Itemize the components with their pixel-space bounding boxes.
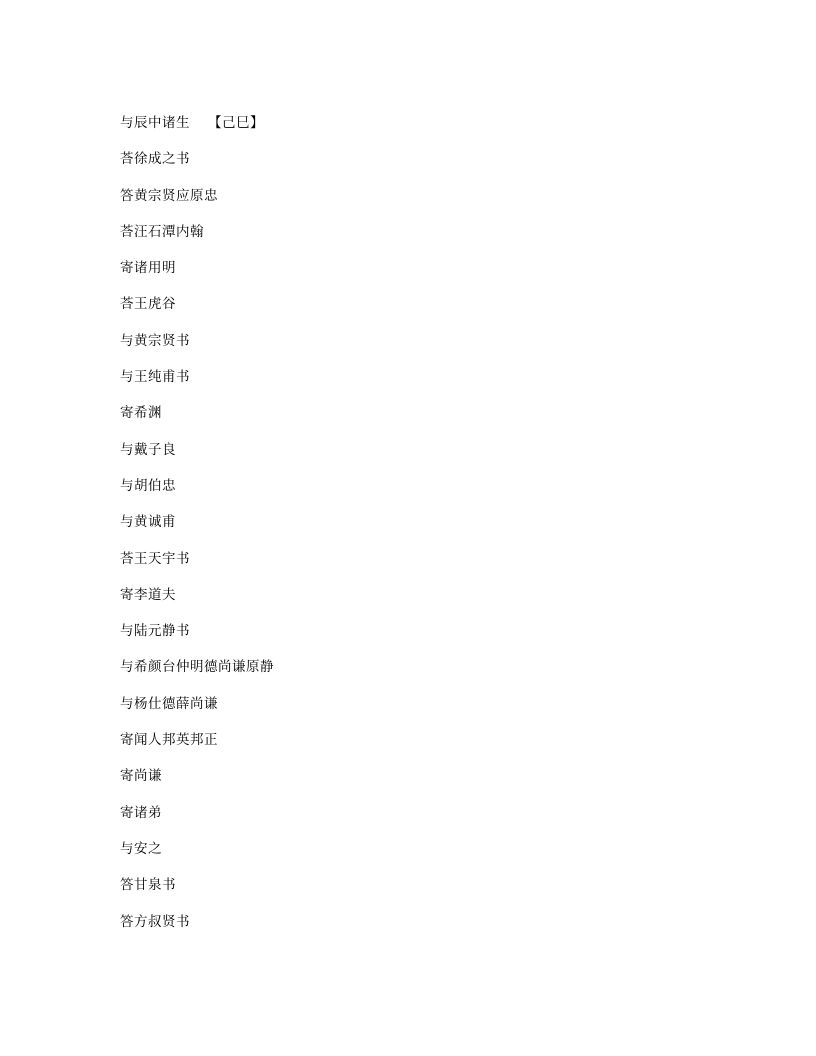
entry-title: 寄李道夫 bbox=[120, 586, 176, 603]
entry-title: 答黄宗贤应原忠 bbox=[120, 187, 218, 204]
list-item bbox=[120, 621, 274, 657]
list-item bbox=[120, 149, 274, 185]
list-item bbox=[120, 803, 274, 839]
list-item bbox=[120, 113, 274, 149]
list-item bbox=[120, 476, 274, 512]
entry-title: 答方叔贤书 bbox=[120, 913, 190, 930]
entry-title: 寄诸用明 bbox=[120, 260, 176, 277]
entry-title: 与希颜台仲明德尚谦原静 bbox=[120, 659, 274, 676]
entry-title: 与胡伯忠 bbox=[120, 477, 176, 494]
entry-title: 与黄宗贤书 bbox=[120, 332, 190, 349]
list-item bbox=[120, 512, 274, 548]
list-item bbox=[120, 875, 274, 911]
list-item bbox=[120, 222, 274, 258]
list-item bbox=[120, 694, 274, 730]
entry-title: 寄尚谦 bbox=[120, 768, 162, 785]
table-of-contents bbox=[120, 113, 274, 948]
list-item bbox=[120, 186, 274, 222]
entry-title: 与王纯甫书 bbox=[120, 369, 190, 386]
entry-title: 寄希渊 bbox=[120, 405, 162, 422]
entry-title: 荅王天宇书 bbox=[120, 550, 190, 567]
list-item bbox=[120, 657, 274, 693]
entry-title: 荅徐成之书 bbox=[120, 151, 190, 168]
entry-title: 答甘泉书 bbox=[120, 877, 176, 894]
list-item bbox=[120, 440, 274, 476]
entry-title: 寄闻人邦英邦正 bbox=[120, 732, 218, 749]
entry-title: 与杨仕德薛尚谦 bbox=[120, 695, 218, 712]
list-item bbox=[120, 367, 274, 403]
entry-title: 与黄诚甫 bbox=[120, 514, 176, 531]
list-item bbox=[120, 294, 274, 330]
list-item bbox=[120, 839, 274, 875]
list-item bbox=[120, 766, 274, 802]
entry-title: 与陆元静书 bbox=[120, 623, 190, 640]
list-item bbox=[120, 403, 274, 439]
entry-title: 与辰中诸生 bbox=[120, 115, 190, 131]
entry-title: 寄诸弟 bbox=[120, 804, 162, 821]
entry-title: 荅汪石潭内翰 bbox=[120, 223, 204, 240]
entry-title: 荅王虎谷 bbox=[120, 296, 176, 313]
list-item bbox=[120, 585, 274, 621]
list-item bbox=[120, 331, 274, 367]
entry-date-note: 【己巳】 bbox=[208, 115, 264, 131]
entry-title: 与安之 bbox=[120, 840, 162, 857]
entry-title: 与戴子良 bbox=[120, 441, 176, 458]
list-item bbox=[120, 912, 274, 948]
list-item bbox=[120, 549, 274, 585]
list-item bbox=[120, 730, 274, 766]
list-item bbox=[120, 258, 274, 294]
